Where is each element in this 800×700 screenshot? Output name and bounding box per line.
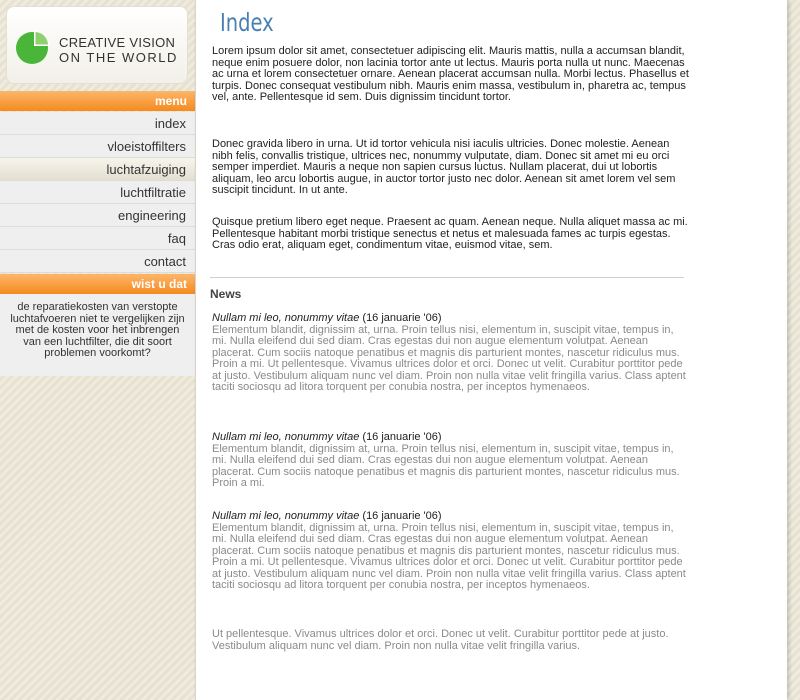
main-menu <box>0 112 195 273</box>
news-item <box>212 432 690 490</box>
tip-heading: wist u dat <box>0 274 195 294</box>
news-item-title: Nullam mi leo, nonummy vitae <box>212 510 360 522</box>
news-heading: News <box>210 287 242 301</box>
menu-item-luchtfiltratie[interactable]: luchtfiltratie <box>0 181 195 204</box>
divider <box>210 277 684 278</box>
menu-item-index[interactable]: index <box>0 112 195 135</box>
news-item-body: Elementum blandit, dignissim at, urna. Proin tellus nisi, elementum in, suscipit vitae, tempus in, mi. Nulla eleifend dui sed diam. Cras egestas dui non augue elementum volutpat. Aenean placerat. Cum sociis natoque penatibus et magnis dis parturient montes, nascetur ridiculus mus. Proin a mi. Ut pellentesque. Vivamus ultrices dolor et orci. Donec ut velit. Curabitur porttitor pede at justo. Vestibulum aliquam nunc vel diam. Proin non nulla vitae velit fringilla varius. Class aptent taciti sociosqu ad litora torquent per conubia nostra, per inceptos hymenaeos. <box>212 323 686 393</box>
menu-item-vloeistoffilters[interactable]: vloeistoffilters <box>0 135 195 158</box>
menu-item-luchtafzuiging[interactable]: luchtafzuiging <box>0 158 195 181</box>
news-item-date: (16 januarie '06) <box>362 510 442 522</box>
menu-item-contact[interactable]: contact <box>0 250 195 273</box>
green-pie-icon <box>13 27 53 67</box>
news-item <box>212 511 690 592</box>
logo-line-1: CREATIVE VISION <box>59 35 176 50</box>
tip-text: de reparatiekosten van verstopte luchtafvoeren niet te vergelijken zijn met de kosten voor het inbrengen van een luchtfilter, die dit soort problemen voorkomt? <box>0 294 195 376</box>
intro-paragraph-3: Quisque pretium libero eget neque. Praesent ac quam. Aenean neque. Nulla aliquet massa ac mi. Pellentesque habitant morbi tristique senectus et netus et malesuada fames ac turpis egestas. Cras odio erat, aliquam eget, condimentum vitae, euismod vitae, sem. <box>212 216 688 251</box>
news-item-body: Elementum blandit, dignissim at, urna. Proin tellus nisi, elementum in, suscipit vitae, tempus in, mi. Nulla eleifend dui sed diam. Cras egestas dui non augue elementum volutpat. Aenean placerat. Cum sociis natoque penatibus et magnis dis parturient montes, nascetur ridiculus mus. Proin a mi. Ut pellentesque. Vivamus ultrices dolor et orci. Donec ut velit. Curabitur porttitor pede at justo. Vestibulum aliquam nunc vel diam. Proin non nulla vitae velit fringilla varius. Class aptent taciti sociosqu ad litora torquent per conubia nostra, per inceptos hymenaeos. <box>212 521 686 591</box>
news-item <box>212 313 690 394</box>
closing-paragraph: Ut pellentesque. Vivamus ultrices dolor et orci. Donec ut velit. Curabitur porttitor pede at justo. Vestibulum aliquam nunc vel diam. Proin non nulla vitae velit fringilla varius. <box>212 628 669 652</box>
news-item-date: (16 januarie '06) <box>362 312 442 324</box>
intro-paragraph-1: Lorem ipsum dolor sit amet, consectetuer adipiscing elit. Mauris mattis, nulla a accumsan blandit, neque enim posuere dolor, non lacinia tortor ante ut lectus. Mauris porta nulla ut nunc. Maecenas ac urna et lorem consectetuer ornare. Aenean placerat accumsan nulla. Morbi lectus. Phasellus et turpis. Donec consequat vestibulum nibh. Mauris enim massa, vestibulum in, pharetra ac, tempus vel, ante. Pellentesque id sem. Duis dignissim tincidunt tortor. <box>212 45 689 103</box>
logo[interactable] <box>6 6 188 84</box>
news-item-title: Nullam mi leo, nonummy vitae <box>212 431 360 443</box>
menu-item-faq[interactable]: faq <box>0 227 195 250</box>
page-title: Index <box>220 8 274 37</box>
menu-item-engineering[interactable]: engineering <box>0 204 195 227</box>
news-item-body: Elementum blandit, dignissim at, urna. Proin tellus nisi, elementum in, suscipit vitae, tempus in, mi. Nulla eleifend dui sed diam. Cras egestas dui non augue elementum volutpat. Aenean placerat. Cum sociis natoque penatibus et magnis dis parturient montes, nascetur ridiculus mus. Proin a mi. <box>212 442 680 489</box>
news-item-date: (16 januarie '06) <box>362 431 442 443</box>
logo-line-2: ON THE WORLD <box>59 50 178 65</box>
main-content <box>195 0 787 700</box>
news-item-title: Nullam mi leo, nonummy vitae <box>212 312 360 324</box>
sidebar <box>0 0 195 700</box>
menu-heading: menu <box>0 91 195 111</box>
intro-paragraph-2: Donec gravida libero in urna. Ut id tortor vehicula nisi iaculis ultricies. Donec molestie. Aenean nibh felis, convallis tristique, ultrices nec, nonummy vulputate, diam. Donec sit amet mi eu orci semper imperdiet. Mauris a neque non sapien cursus luctus. Nullam placerat, dui ut lobortis aliquam, leo arcu lobortis augue, in auctor tortor justo nec dolor. Aenean sit amet lorem vel sem suscipit tincidunt. In ut ante. <box>212 138 676 196</box>
